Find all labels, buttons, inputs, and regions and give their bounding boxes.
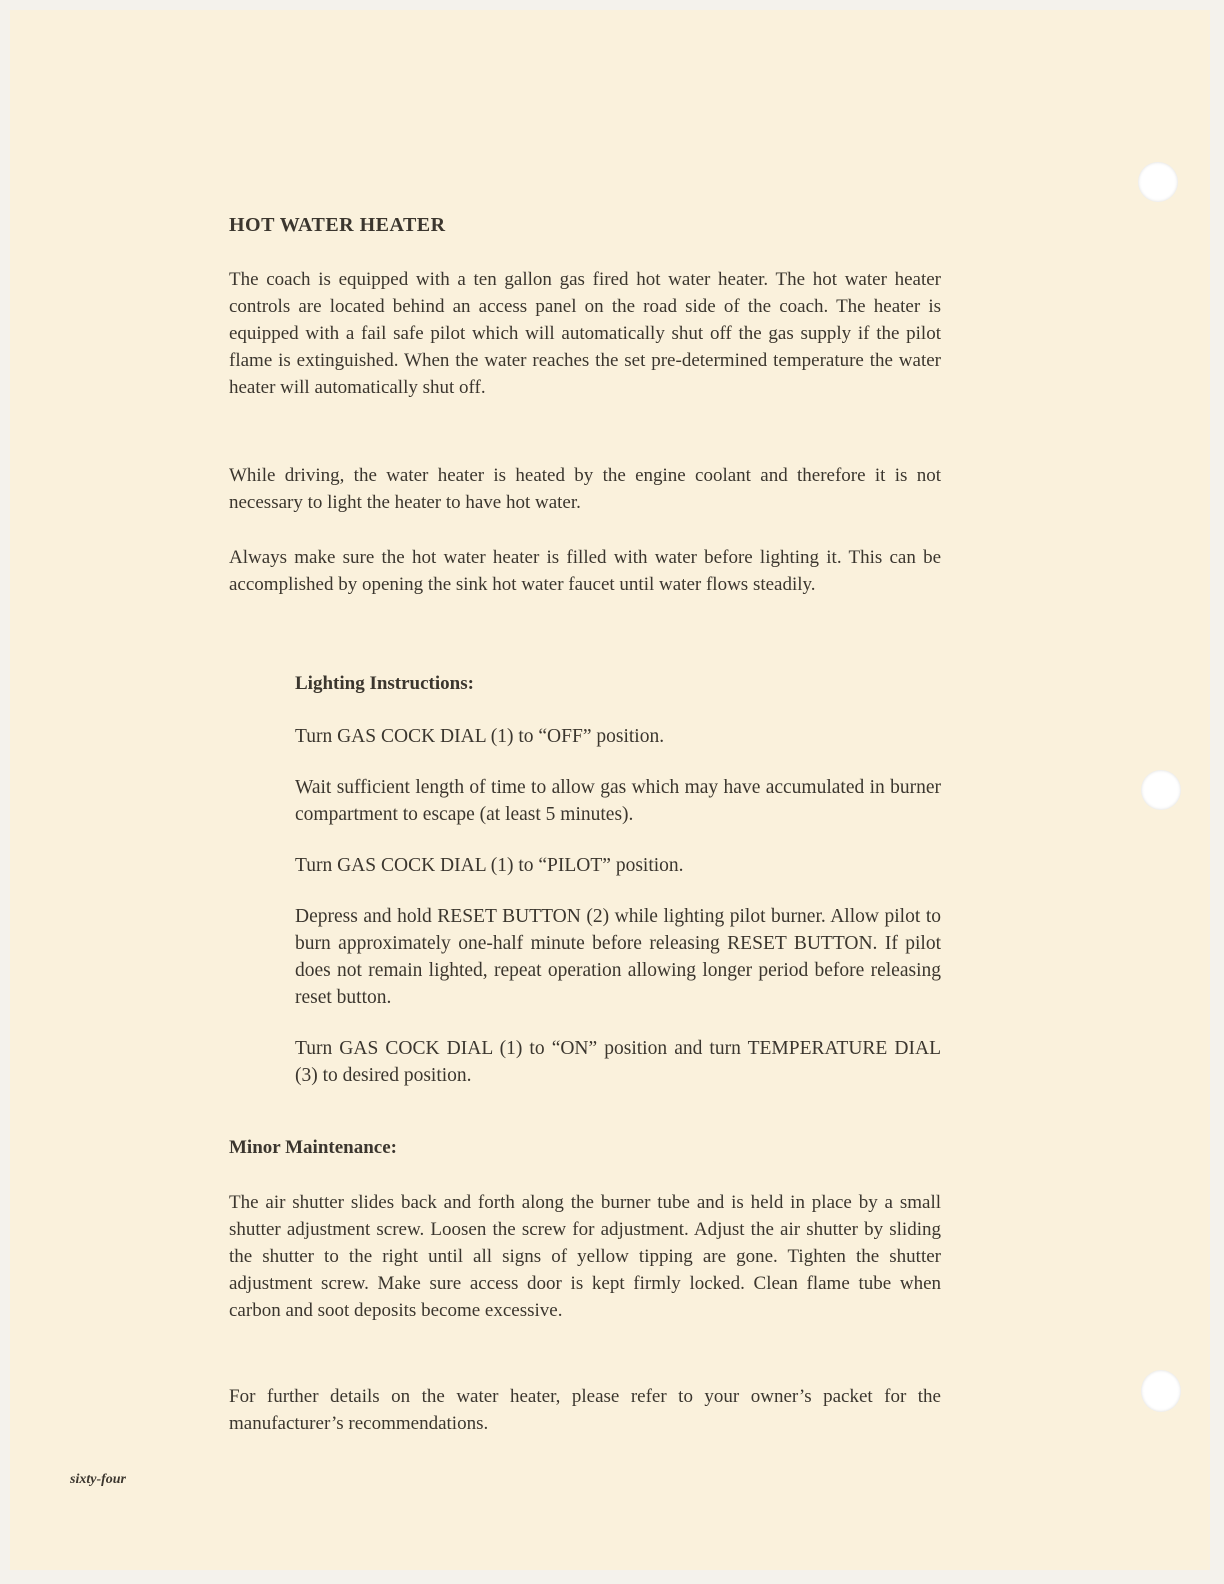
binder-hole-top — [1138, 162, 1178, 202]
lighting-step: Turn GAS COCK DIAL (1) to “OFF” position. — [295, 726, 665, 747]
minor-maintenance-heading: Minor Maintenance: — [229, 1137, 397, 1158]
further-details-paragraph: For further details on the water heater, please refer to your owner’s packet for the manufacturer’s recommendations. — [229, 1386, 941, 1434]
lighting-step: Turn GAS COCK DIAL (1) to “PILOT” position. — [295, 855, 684, 876]
page-title: HOT WATER HEATER — [229, 214, 446, 236]
lighting-step: Depress and hold RESET BUTTON (2) while lighting pilot burner. Allow pilot to burn approximately one-half minute before releasing RESET BUTTON. If pilot does not remain lighted, repeat operation allowing longer period before releasing reset button. — [295, 906, 941, 1008]
binder-hole-bottom — [1141, 1370, 1181, 1412]
intro-paragraph: The coach is equipped with a ten gallon gas fired hot water heater. The hot water heater controls are located behind an access panel on the road side of the coach. The heater is equipped with a fail safe pilot which will automatically shut off the gas supply if the pilot flame is extinguished. When the water reaches the set pre-determined temperature the water heater will automatically shut off. — [229, 269, 941, 398]
lighting-step: Turn GAS COCK DIAL (1) to “ON” position and turn TEMPERATURE DIAL (3) to desired position. — [295, 1038, 941, 1086]
binder-hole-middle — [1141, 770, 1181, 810]
lighting-step: Wait sufficient length of time to allow gas which may have accumulated in burner compartment to escape (at least 5 minutes). — [295, 777, 941, 825]
driving-paragraph: While driving, the water heater is heated by the engine coolant and therefore it is not necessary to light the heater to have hot water. — [229, 465, 941, 513]
lighting-instructions-heading: Lighting Instructions: — [295, 673, 474, 694]
document-page — [10, 10, 1210, 1570]
maintenance-paragraph: The air shutter slides back and forth along the burner tube and is held in place by a small shutter adjustment screw. Loosen the screw for adjustment. Adjust the air shutter by sliding the shutter to the right until all signs of yellow tipping are gone. Tighten the shutter adjustment screw. Make sure access door is kept firmly locked. Clean flame tube when carbon and soot deposits become excessive. — [229, 1192, 941, 1321]
page-number-label: sixty-four — [70, 1472, 126, 1487]
filling-paragraph: Always make sure the hot water heater is filled with water before lighting it. This can be accomplished by opening the sink hot water faucet until water flows steadily. — [229, 547, 941, 595]
